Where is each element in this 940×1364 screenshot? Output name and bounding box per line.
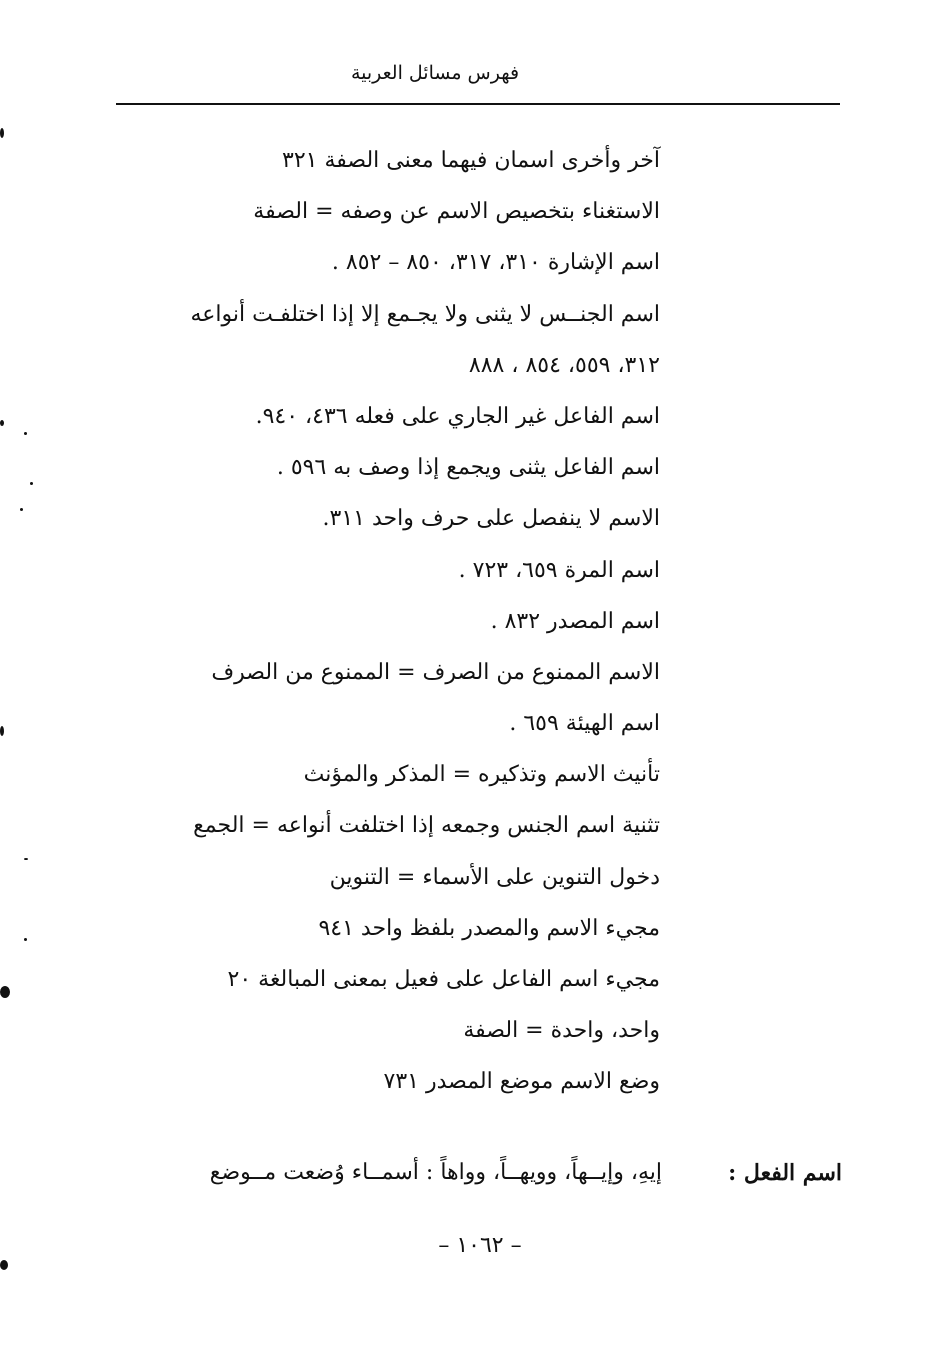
page-number: – ١٠٦٢ – [438,1233,522,1258]
scan-speck [0,986,10,998]
index-entry: آخر وأخرى اسمان فيهما معنى الصفة ٣٢١ [282,148,660,173]
index-entry: اسم المرة ٦٥٩، ٧٢٣ . [458,557,660,583]
index-entry: مجيء الاسم والمصدر بلفظ واحد ٩٤١ [318,915,660,941]
index-entry: دخول التنوين على الأسماء = التنوين [329,864,660,890]
index-entry: تثنية اسم الجنس وجمعه إذا اختلفت أنواعه = الجمع [193,813,660,839]
index-entry: الاستغناء بتخصيص الاسم عن وصفه = الصفة [253,199,660,225]
section-text: إيهِ، وإيــهاً، وويهــاً، وواهاً : أسمــاء وُضعت مــوضع [209,1160,662,1185]
section-term: اسم الفعل : [728,1160,842,1186]
index-entry-continuation: ٣١٢، ٥٥٩، ٨٥٤ ، ٨٨٨ [468,352,660,378]
scan-speck [24,938,27,941]
index-entry: اسم المصدر ٨٣٢ . [490,608,660,634]
index-entry: وضع الاسم موضع المصدر ٧٣١ [383,1069,660,1095]
index-entry: مجيء اسم الفاعل على فعيل بمعنى المبالغة ٢٠ [227,967,660,992]
index-entry: الاسم الممنوع من الصرف = الممنوع من الصرف [211,659,660,685]
scan-speck [0,128,4,138]
index-entry: اسم الجنــس لا يثنى ولا يجـمع إلا إذا اختلفـت أنواعه [190,301,660,327]
index-entry: اسم الفاعل يثنى ويجمع إذا وصف به ٥٩٦ . [276,455,660,481]
index-entry: اسم الفاعل غير الجاري على فعله ٤٣٦، ٩٤٠. [255,403,660,429]
index-entry: اسم الإشارة ٣١٠، ٣١٧، ٨٥٠ – ٨٥٢ . [331,250,660,276]
scan-speck [0,420,4,426]
index-entry: الاسم لا ينفصل على حرف واحد ٣١١. [322,506,660,532]
scan-speck [0,726,4,736]
index-entry: واحد، واحدة = الصفة [463,1018,660,1044]
scan-speck [0,1260,8,1270]
page-header-title: فهرس مسائل العربية [350,62,520,84]
index-entry: تأنيث الاسم وتذكيره = المذكر والمؤنث [303,762,660,788]
header-divider [116,103,840,105]
index-entries [100,140,660,1113]
scan-speck [30,482,33,485]
scan-speck [20,508,23,511]
scan-speck [24,858,28,860]
scan-speck [24,432,27,435]
section-entry [122,1150,842,1196]
index-entry: اسم الهيئة ٦٥٩ . [509,711,660,737]
